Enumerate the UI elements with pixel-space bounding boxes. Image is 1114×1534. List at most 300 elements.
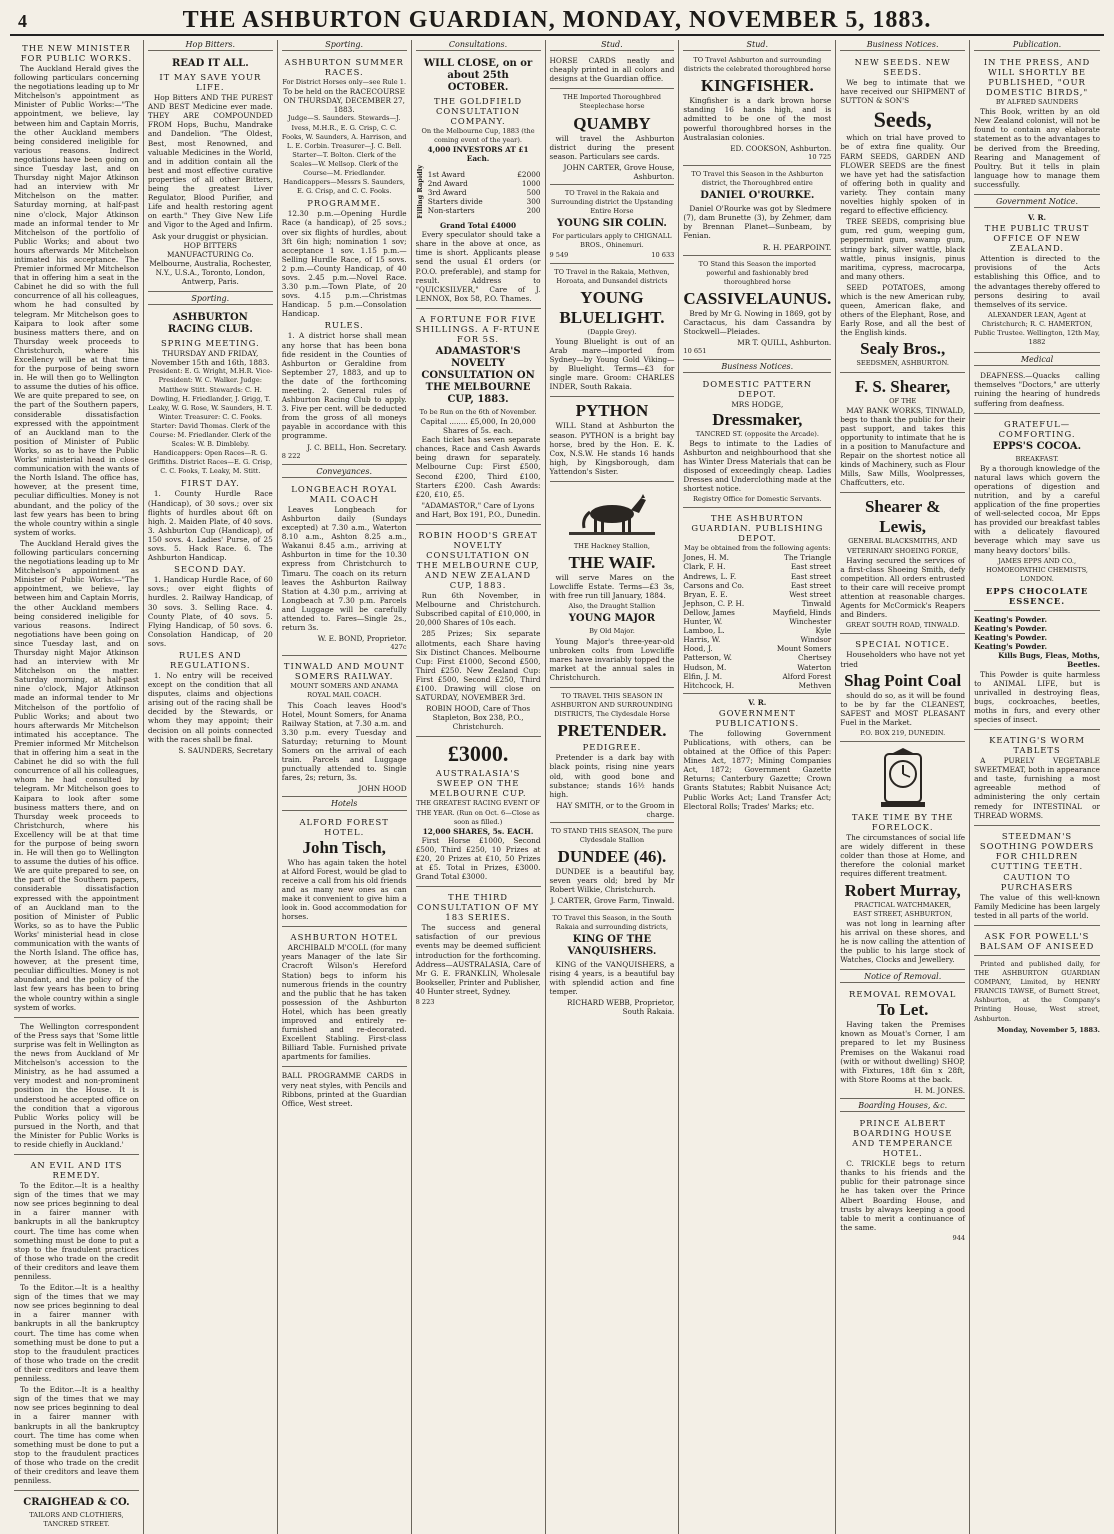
ad-sign: W. E. BOND, Proprietor. [317,634,407,644]
ad-body: BALL PROGRAMME CARDS in very neat styles, with Pencils and Ribbons, printed at the Guardian Office, West street. [281,1071,407,1108]
ad-heading: To Let. [877,1000,929,1020]
ad-title: NEW SEEDS. NEW SEEDS. [854,57,951,78]
ad-body: HORSE CARDS neatly and cheaply printed in all colors and designs at the Guardian office. [549,56,675,84]
ad-intro: TO Stand this Season the imported powerful and fashionably bred thoroughbred horse [698,259,817,286]
third-consultation-ad [416,889,541,1010]
agent-place: Mount Somers [776,644,832,654]
ad-subtitle: Kills Bugs, Fleas, Moths, Beetles. [998,651,1100,670]
club-officers: President: E. G. Wright, M.H.R. Vice-President: W. C. Walker. Judge: Matthew Stitt. Stewards: C. H. Dowling, H. Friedlander, J. Grigg, T. Leaky, W. G. Rose, W. Saunders, H. T. Winter. Treasurer: C. C. Fooks. Starter: David Thomas. Clerk of the Course: M. Friedlander. Clerk of the Scales: W. B. Dimbleby. Handicappers: Open Races—R. G. Griffiths. District Races—E. G. Crisp, C. C. Fooks, T. Leaky, M. Stitt. [148,367,273,476]
firm-name: Sealy Bros., [860,339,946,359]
article-body: The Auckland Herald gives the following particulars concerning the negotiations leading up to Mr Mitchelson's appointment as Minister of Public Works:—"The appointment, we believe, lay between him and Captain Morris, the other Auckland members being considered ineligible for various reasons. Indirect negotiations have been going on since Tuesday last, and on Thursday night Major Atkinson had an interview with Mr Mitchelson on the matter. Saturday morning, at half-past nine o'clock, Major Atkinson made an informal tender to Mr Mitchelson of the portfolio of Public Works; and about two hours afterwards Mr Mitchelson intimated his acceptance. The Premier informed Mr Mitchelson that in offering him a seat in the Cabinet he did so with the full concurrence of all his colleagues, whom he had consulted by telegram. Mr Mitchelson goes to Kaipara to look after some business matters there, and on Thursday week proceeds to Christchurch, where his Excellency will be at that time for the purpose of being sworn in. He will then go to Wellington to assume the duties of his office. We are quite prepared to see, on the part of the Southern papers, considerable dissatisfaction expressed with the appointment of an Auckland man to the position of Minister of Public Works, so as to have the Public Works' ministerial head in close communication with the wants of the North Island. The office has, however, at the present time, peculiar difficulties. Money is not abundant, and the policy of the last few years has been to bring the whole country within a single system of works. [14,538,139,1012]
agent-place: East street [790,562,832,572]
agent-place: Chertsey [798,653,832,663]
agent-place: Tinwald [801,598,832,608]
column-heading: Consultations. [416,40,541,51]
ad-title: AUSTRALASIA'S SWEEP ON THE MELBOURNE CUP. [429,768,527,799]
ad-title: ASHBURTON HOTEL [290,932,398,943]
alford-hotel-ad [282,814,407,928]
ad-sign: R. H. PEARPOINT. [762,242,832,252]
ad-body: SEED POTATOES, among which is the new American ruby, queen, American flake, and others of the Elephant, Rose, and Early Rose, and all the best of the English kinds. [840,282,966,338]
firm-name: F. S. Shearer, [855,376,951,396]
ad-body: The following Government Publications, with others, can be obtained at the Office of this Paper: Mines Act, 1877; Mining Companies Act, 1872; Government Gazette Returns; Canterbury Gazette; Crown Grants Statutes; Rabbit Nuisance Act; Public Works Act; Land Transfer Act; Electoral Rolls; Trades' Marks; etc. [683,728,832,811]
ad-body: Young Bluelight is out of an Arab mare—imported from Sydney—by Young Gold Viking—by Bluelight. Terms—£3 for single mare. Groom: CHARLES INDER, South Rakaia. [549,336,675,392]
ad-body: Bred by Mr G. Nowing in 1869, got by Caractacus, his dam Cassandra by Stockwell—Pleiades. [683,308,832,337]
ad-subtitle: PEDIGREE. [582,742,642,753]
daniel-orourke-ad [683,168,831,256]
ad-title: GOVERNMENT PUBLICATIONS. [715,707,800,728]
ad-sign: JOHN HOOD [358,784,407,794]
ad-body: The success and general satisfaction of our previous events may be deemed sufficient introduction for the forthcoming. Address—AUSTRALASIA, Care of Mr G. E. FRANKLIN, Wholesale Bookseller, Printer and Publisher, 40 Hunter street, Sydney. [415,923,541,996]
agent-name: Lamboo, L. [683,626,725,636]
column-heading: Stud. [683,40,831,51]
ad-body: Each ticket has seven separate chances, Race and Cash Awards being drawn for separately. Melbourne Cup: First £500, Second £200, Third £100, Starters £200. Cash Awards: £20, £10, £5. [415,435,541,499]
agent-place: Kyle [815,626,832,636]
ad-sign: MR T. QUILL, Ashburton. [737,338,832,348]
prize-amount: 200 [526,205,541,215]
section-heading: Medical [974,355,1100,366]
ad-body: 285 Prizes; Six separate allotments, each Share having Six Distinct Chances. Melbourne Cup: First £1000, Second £500, Third £250. New Zealand Cup: First £500, Second £250, Third £100. Drawing will close on SATURDAY, NOVEMBER 3rd. [415,629,541,703]
section-heading: Notice of Removal. [840,972,965,983]
imprint-date: Monday, November 5, 1883. [996,1025,1100,1034]
programme-body: 12.30 p.m.—Opening Hurdle Race (a handicap), of 25 sovs.; over six flights of hurdles, about 3ft 6in high; nomination 1 sov; acceptance 1 sov. 1.15 p.m.—Selling Hurdle Race, of 15 sovs. 2 p.m.—County Handicap, of 40 sovs. 2.45 p.m.—Novel Race. 3.30 p.m.—Town Plate, of 20 sovs. 4.15 p.m.—Christmas Handicap. 5 p.m.—Consolation Handicap. [281,209,407,319]
pretender-ad [550,690,675,823]
prize-list [428,170,541,215]
ad-title: STEEDMAN'S SOOTHING POWDERS FOR CHILDREN CUTTING TEETH. [979,830,1095,871]
ad-title: THE PUBLIC TRUST OFFICE OF NEW ZEALAND. [984,223,1090,254]
section-heading: Conveyances. [282,467,407,478]
article-evil-remedy [14,1157,139,1491]
ad-body: which on trial have proved to be of extra fine quality. Our FARM SEEDS, GARDEN AND FLOWER SEEDS are the finest we have yet had the satisfaction of offering both in quality and variety. They contain many novelties highly spoken of in regard to effective efficiency. [840,133,966,216]
agent-row [683,644,831,653]
column-heading: Hop Bitters. [148,40,273,51]
ad-body: will serve Mares on the Lowcliffe Estate. Terms—£3 3s, with free run till January, 1884. [549,573,675,601]
prize-place: 2nd Award [427,178,468,188]
ad-title: THE THIRD CONSULTATION OF MY 183 SERIES. [416,892,540,923]
ad-title: LONGBEACH ROYAL MAIL COACH [291,483,398,504]
agent-place: Waterton [797,662,832,672]
ad-body: Householders who have not yet tried [840,650,966,669]
domestic-pattern-ad [683,376,831,508]
article-title: AN EVIL AND ITS REMEDY. [30,1160,123,1181]
agent-name: Jephson, C. P. H. [683,598,745,608]
ad-title: ASK FOR POWELL'S BALSAM OF ANISEED [979,931,1095,951]
prize-row [428,188,541,197]
ad-title: THE ASHBURTON GUARDIAN. PUBLISHING DEPOT. [691,513,824,544]
keating-line: Keating's Powder. [974,642,1047,652]
summer-races-ad [282,54,407,465]
horse-name: KINGFISHER. [700,76,814,96]
ad-subtitle: BY ALFRED SAUNDERS [995,98,1079,107]
ad-title: SPECIAL NOTICE. [855,639,951,650]
agent-row [683,672,831,681]
ad-intro: TO TRAVEL THIS SEASON IN ASHBURTON AND SURROUNDING DISTRICTS, The Clydesdale Horse [551,692,673,719]
ad-body: C. TRICKLE begs to return thanks to his friends and the public for their patronage since he has taken over the Prince Albert Boarding House, and trusts by always keeping a good table to merit a continuance of the same. [840,1159,966,1232]
ad-body: will travel the Ashburton district during the present season. Particulars see cards. [549,133,675,161]
ad-body: This Coach leaves Hood's Hotel, Mount Somers, for Anama Railway Station, at 7.30 a.m. and 3.30 p.m. every Tuesday and Saturday; returning to Mount Somers on the arrival of each train. Parcels and Luggage punctually attended to. Single fares, 2s; return, 3s. [281,700,407,783]
firm-subtitle: OF THE [889,396,917,405]
prize-row [428,170,541,179]
section-heading: Business Notices. [683,362,831,373]
ad-title: WILL CLOSE, on or about 25th OCTOBER. [423,58,533,94]
firm-subtitle: PRACTICAL WATCHMAKER, [854,900,952,909]
product-name: Shag Point Coal [844,670,962,690]
article-body: To the Editor.—It is a healthy sign of the times that we may now see prices beginning to deal in a fairer manner with bankrupts in all the bankruptcy court. The time has come when something must be done to put a stop to the fraudulent practices of those who trade on the credit of their creditors and leave them penniless. [14,1283,139,1384]
ad-body: Daniel O'Rourke was got by Sledmere (7), dam Brunette (3), by Zehmer, dam by Brennan Planet—Sunbeam, by Fenian. [683,204,832,241]
ad-sign: RICHARD WEBB, Proprietor, South Rakaia. [566,998,675,1017]
agent-row [683,562,831,571]
ad-body: Attention is directed to the provisions of the Acts establishing this Office, and to the advantages thereby offered to persons desiring to avail themselves of its service. [974,254,1100,309]
column-7 [836,40,970,1534]
ad-sign: HAY SMITH, or to the Groom in charge. [556,800,675,819]
hop-bitters-ad [148,54,273,292]
second-day-heading: SECOND DAY. [174,564,247,575]
prize-total: Grand Total £4000 [440,221,517,231]
ad-address: P.O. BOX 219, DUNEDIN. [860,728,946,737]
article-body: To the Editor.—It is a healthy sign of the times that we may now see prices beginning to deal in a fairer manner with bankrupts in all the bankruptcy court. The time has come when something must be done to put a stop to the fraudulent practices of those who trade on the credit of their creditors and leave them penniless. [14,1181,139,1281]
agent-name: Dellow, James [683,607,735,617]
prize-place: 3rd Award [427,187,467,197]
imprint [974,958,1100,1038]
agent-name: Hudson, M. [683,662,727,672]
ad-subtitle: THE GREATEST RACING EVENT OF THE YEAR. (Run on Oct. 6—Close as soon as filled.) [416,799,540,826]
proprietor-name: John Tisch, [302,837,386,857]
agents-list [683,553,831,689]
ad-line: Also, the Draught Stallion [568,602,656,611]
ad-subtitle: For District Horses only—see Rule 1. [282,78,407,87]
article-wellington [14,1020,139,1155]
ad-subtitle: BREAKFAST. [1015,454,1059,463]
ad-title: READ IT ALL. [171,58,249,70]
sweep-ad [416,739,541,887]
ad-body: Hop Bitters AND THE PUREST AND BEST Medicine ever made. THEY ARE COMPOUNDED FROM Hops, Buchu, Mandrake and Dandelion. "The Oldest, Best, most Renowned, and valuable Medicines in the World, and in addition contain all the best and most effective curative properties of all other Bitters, being the greatest Liver Regulator, Blood Purifier, and Life and health restoring agent on earth." They Give New Life and Vigor to the Aged and Infirm. [147,93,273,230]
ad-name: CRAIGHEAD & CO. [23,1497,130,1509]
ad-intro: TO STAND THIS SEASON, The pure Clydesdale Stallion [551,826,673,845]
keating-line: Keating's Powder. [974,614,1047,624]
public-trust-ad [974,211,1100,353]
ad-sign: ROBIN HOOD, Care of Thos Stapleton, Box 238, P.O., Christchurch. [425,704,531,732]
agent-name: Hunter, W. [683,617,723,627]
ad-body: KING of the VANQUISHERS, a rising 4 years, is a beautiful bay with splendid action and fine temper. [549,959,675,996]
ad-sign: J. CARTER, Grove Farm, Tinwald. [550,896,675,906]
ad-body: This Powder is quite harmless to ANIMAL LIFE, but is unrivalled in destroying fleas, bugs, cockroaches, beetles, moths in furs, and every other species of insect. [974,669,1100,724]
sutton-seeds-ad [840,54,965,372]
ad-title: ADAMASTOR'S NOVELTY CONSULTATION ON THE MELBOURNE CUP, 1883. [421,345,535,405]
ad-sign: JAMES EPPS AND CO., HOMOEOPATHIC CHEMISTS, LONDON. [986,556,1088,583]
robert-murray-ad [840,744,965,970]
powell-balsam-ad [974,928,1100,956]
agent-row [683,681,831,690]
ad-title: PRINCE ALBERT BOARDING HOUSE AND TEMPERANCE HOTEL. [852,1118,954,1159]
programme-heading: PROGRAMME. [307,198,382,209]
ad-body: Leaves Longbeach for Ashburton daily (Sundays excepted) at 7.30 a.m., Waterton 8.10 a.m., Ashton 8.25 a.m., Wakanui 8.45 a.m., arriving at Ashburton in time for the 10.30 express from Christchurch to Timaru. The coach on its return leaves the Ashburton Railway Station at 4.30 p.m., arriving at Longbeach at 7.30 p.m. Parcels and Luggage will be carefully attended to. Fares—Single 2s., return 3s. [281,504,407,633]
ad-body: DEAFNESS.—Quacks calling themselves "Doctors," are utterly ruining the hearing of hundreds suffering from deafness. [974,371,1100,408]
ad-intro: THE Imported Thoroughbred Steeplechase horse [562,93,661,111]
ad-ref: 8 223 [415,998,435,1007]
product-name: EPPS'S COCOA. [992,440,1082,452]
club-name: ASHBURTON RACING CLUB. [167,312,253,336]
agent-name: Harris, W. [683,635,721,645]
ad-intro: THE Hackney Stallion, [573,542,650,550]
horse-name: PRETENDER. [557,721,667,741]
ad-intro: To be held on the RACECOURSE ON THURSDAY, DECEMBER 27, 1883. [283,87,405,115]
second-day-events: 1. Handicap Hurdle Race, of 60 sovs.; over eight flights of hurdles. 2. Railway Handicap, of 30 sovs. 3. Selling Race. 4. County Plate, of 40 sovs. 5. Flying Handicap, of 50 sovs. 6. Consolation Handicap, of 20 sovs. [147,575,273,648]
agent-row [683,626,831,635]
bluelight-ad [550,266,675,398]
ad-capital: Capital ........ £5,000, In 20,000 Shares of 5s. each. [420,417,536,436]
ad-body: Pretender is a dark bay with black points, rising nine years old, with good bone and substance; stands 16½ hands high. [549,753,675,799]
shearer-ad [840,375,965,494]
ad-sign: For particulars apply to CHIGNALL BROS., Ohinemuri. [552,232,672,250]
ad-body: A PURELY VEGETABLE SWEETMEAT, both in appearance and taste, furnishing a most agreeable method of administering the only certain remedy for INTESTINAL or THREAD WORMS. [974,756,1100,820]
ad-body: The circumstances of social life are widely different in these colder than those at Home, and therefore the colonial market requires different treatment. [840,833,966,879]
ad-intro: TO Travel in the Rakaia and Surrounding district the Upstanding Entire Horse [550,189,674,216]
article-new-minister [14,40,139,1018]
agent-place: West street [789,589,832,599]
ad-body: WILL Stand at Ashburton the season. PYTHON is a bright bay horse, bred by the Hon. E. K. Cox, N.S.W. He stands 16 hands high, by Kingsborough, dam Yattendon's Sister. [549,421,675,476]
firm-subtitle: GENERAL BLACKSMITHS, AND VETERINARY SHOEING FORGE, [846,537,959,555]
ad-body: Having taken the Premises known as Mouat's Corner, I am prepared to let my Business Premises on the Wakanui road (with or without dwelling) SHOP, with Fixtures, 18ft 6in x 28ft, with Store Rooms at the back. [840,1020,966,1084]
ad-ref: 10 725 [808,152,832,161]
firm-name: Shearer & Lewis, [864,497,941,537]
prize-row [428,179,541,188]
seeds-heading: Seeds, [873,107,932,133]
ad-title: EPPS CHOCOLATE ESSENCE. [985,585,1089,606]
ad-body: We beg to intimate that we have received our SHIPMENT of SUTTON & SON'S [840,78,966,106]
agent-name: Carsons and Co. [683,580,744,590]
ad-name: MRS HODGE, [731,400,784,410]
agent-row [683,590,831,599]
prize-amount: 500 [526,187,541,197]
agent-name: Elfin, J. M. [683,671,723,681]
python-ad [550,399,675,482]
ad-body: ARCHIBALD M'COLL (for many years Manager of the late Sir Cracroft Wilson's Hereford Station) begs to inform his numerous friends in the country and the public that he has taken possession of the Ashburton Hotel, which has been greatly improved and entirely re-furnished and re-decorated. Excellent Stabling. First-class Billiard Table. Furnished private apartments for families. [281,943,407,1062]
firm-subtitle: SEEDSMEN, ASHBURTON. [856,359,949,368]
rules-body: 1. No entry will be received except on the condition that all disputes, claims and objections arising out of the racing shall be decided by the Stewards, or whom they may appoint; their decision on all points connected with the races shall be final. [147,670,273,744]
agent-name: Andrews, L. F. [683,571,737,581]
secretary-sign: S. SAUNDERS, Secretary [178,745,273,755]
ad-subtitle: To be Run on the 6th of November. [419,407,537,416]
ad-title: REMOVAL REMOVAL [849,989,957,1000]
article-body: The Wellington correspondent of the Press says that 'Some little surprise was felt in Wellington as the news from Auckland of Mr Mitchelson's accession to the Ministry, as he had assumed a very modest and non-prominent position in the House. It is understood he accepted office on the condition that a vigorous Public Works policy will be pursued in the North, and that the Minister for Public Works is to reside chiefly in Auckland.' [14,1021,139,1149]
ashburton-hotel-ad [282,929,407,1067]
agent-place: The Triangle [783,553,832,563]
horse-name: DUNDEE (46). [557,847,667,867]
column-6 [679,40,836,1534]
horse-name: YOUNG BLUELIGHT. [559,287,665,327]
horse-name: DANIEL O'ROURKE. [700,190,815,202]
racing-club-ad [148,308,273,758]
column-1 [10,40,144,1534]
ad-subtitle: CAUTION TO PURCHASERS [1000,871,1074,892]
agent-place: East street [790,571,832,581]
ad-title: ROBIN HOOD'S GREAT NOVELTY CONSULTATION ON THE MELBOURNE CUP, AND NEW ZEALAND CUP, 1883. [416,530,540,591]
column-heading: Stud. [550,40,675,51]
agent-name: Jones, H. M. [683,553,729,563]
newspaper-title: THE ASHBURTON GUARDIAN, MONDAY, NOVEMBER 5, 1883. [182,7,932,33]
column-4 [412,40,546,1534]
horse-illustration-icon [567,488,657,540]
imprint-text: Printed and published daily, for THE ASHBURTON GUARDIAN COMPANY, Limited, by HENRY FRANCIS TAWSE, of Burnett Street, Ashburton, at the Company's Printing House, West street, Ashburton. [974,960,1100,1023]
article-body: To the Editor.—It is a healthy sign of the times that we may now see prices beginning to deal in a fairer manner with bankrupts in all the bankruptcy court. The time has come when something must be done to put a stop to the fraudulent practices of those who trade on the credit of their creditors and leave them penniless. [14,1385,139,1486]
royal-cipher: V. R. [1028,213,1047,223]
ball-programme-ad [282,1069,407,1112]
ad-subtitle: (Dapple Grey). [587,327,637,336]
horse-cards-ad [550,54,675,89]
adamastor-ad [416,311,541,525]
meeting-name: SPRING MEETING. [160,338,260,349]
ad-intro: TO Travel this Season in the Ashburton district, the Thoroughbred entire [691,169,824,188]
ad-ref: 427c [390,643,407,652]
ad-address: TANCRED ST. (opposite the Arcade). [695,429,819,438]
ad-line: TAILORS AND CLOTHIERS, [29,1511,124,1520]
deafness-ad [974,369,1100,413]
clock-illustration-icon [873,748,933,810]
ad-title: ALFORD FOREST HOTEL. [299,816,389,837]
ad-subtitle: MOUNT SOMERS AND ANAMA ROYAL MAIL COACH. [290,682,399,700]
steedman-ad [974,828,1100,926]
sir-colin-ad [550,187,675,264]
ad-title: KEATING'S WORM TABLETS [989,735,1086,756]
ad-title: TAKE TIME BY THE FORELOCK. [851,812,954,833]
agent-place: East street [790,580,832,590]
ad-intro: TO Travel in the Rakaia, Methven, Horoata, and Dunsandel districts [554,267,670,285]
rules-body: 1. A district horse shall mean any horse that has been bona fide resident in the Counties of Ashburton or Geraldine from September 27, 1883, and up to the date of the forthcoming meeting. 2. General rules of Ashburton Racing Club to apply. 3. Five per cent. will be deducted from the gross of all moneys payable in accordance with this programme. [281,331,407,441]
rules-heading: RULES AND REGULATIONS. [170,649,251,670]
agent-row [683,572,831,581]
ad-body: Kingfisher is a dark brown horse standing 16 hands high, and is admitted to be one of the most powerful thoroughbred horses in the Australasian colonies. [683,96,832,142]
agent-place: Mayfield, Hinds [772,607,832,617]
worm-tablets-ad [974,732,1100,826]
keating-line: Keating's Powder. [974,624,1047,634]
ad-ref: 10 651 [683,347,707,356]
agent-place: Winchester [789,617,832,627]
ad-ref: 8 222 [281,451,301,460]
prize-label: Filling Rapidly [415,165,424,220]
ad-body: was not long in learning after his arrival on these shores, and he is now calling the attention of the public to his large stock of Watches, Clocks and Jewellery. [840,918,966,965]
secretary-sign: J. C. BELL, Hon. Secretary. [307,442,407,452]
epps-cocoa-ad [974,416,1100,611]
quamby-ad [550,91,675,185]
guardian-agents-ad [683,510,831,694]
horse-name: KING OF THE VANQUISHERS. [567,933,657,957]
agent-place: Methven [798,680,832,690]
column-heading: Sporting. [282,40,407,51]
prize-amount: 1000 [521,178,541,188]
agent-row [683,599,831,608]
prize-place: 1st Award [427,169,466,179]
ad-intro: TO Travel this Season, in the South Rakaia and surrounding districts, [552,913,672,931]
ad-sign: ALEXANDER LEAN, Agent at Christchurch; R. C. HAMERTON, Public Trustee. Wellington, 12th May, 1882 [974,310,1100,347]
ad-title: A FORTUNE FOR FIVE SHILLINGS. A F-RTUNE FOR 5S. [415,313,541,344]
domestic-birds-ad [974,54,1100,195]
ad-sign: ED. COOKSON, Ashburton. [730,143,832,153]
ad-subtitle: IT MAY SAVE YOUR LIFE. [159,72,262,93]
robin-hood-ad [416,527,541,737]
ad-title: IN THE PRESS, AND WILL SHORTLY BE PUBLISHED, "OUR DOMESTIC BIRDS," [983,57,1091,98]
shearer-lewis-ad [840,495,965,634]
prize-amount: £2000 [517,169,541,179]
column-8 [970,40,1104,1534]
sweep-amount: £3000. [447,741,509,767]
shag-point-coal-ad [840,636,965,742]
prince-albert-ad [840,1115,965,1246]
agent-name: Clark, F. H. [683,562,726,572]
section-heading: Hotels [282,799,407,810]
keating-line: Keating's Powder. [974,633,1047,643]
king-vanquishers-ad [550,912,675,1020]
agent-row [683,653,831,662]
ad-title: TINWALD AND MOUNT SOMERS RAILWAY. [283,661,405,682]
agent-row [683,663,831,672]
column-heading: Business Notices. [840,40,965,51]
ad-body: should do so, as it will be found to be by far the CLEANEST, SAFEST and MOST PLEASANT Fuel in the Market. [840,690,966,727]
ad-footer: Ask your druggist or physician. HOP BITTERS MANUFACTURING Co. Melbourne, Australia, Rochester, N.Y., U.S.A., Toronto, London, Antwerp, Paris. [149,231,272,286]
prize-amount: 300 [526,196,541,206]
agent-place: Alford Forest [782,671,832,681]
ad-subtitle: By Old Major. [589,627,635,636]
ad-intro: TO Travel Ashburton and surrounding districts the celebrated thoroughbred horse [683,56,831,74]
ad-body: By a thorough knowledge of the natural laws which govern the operations of digestion and nutrition, and by a careful application of the fine properties of well-selected cocoa, Mr Epps has provided our breakfast tables with a delicately flavoured beverage which may save us many heavy doctors' bills. [974,463,1100,555]
agent-row [683,553,831,562]
agent-row [683,581,831,590]
horse-name: THE WAIF. [568,553,656,573]
ad-line: Registry Office for Domestic Servants. [692,495,822,504]
section-heading: Boarding Houses, &c. [840,1101,965,1112]
ad-title: GRATEFUL—COMFORTING. [998,418,1076,439]
prize-place: Non-starters [427,205,475,215]
article-title: THE NEW MINISTER FOR PUBLIC WORKS. [20,43,133,63]
ad-body: Who has again taken the hotel at Alford Forest, would be glad to receive a call from his old friends and as many new ones as can make it convenient to give him a look in. Good accommodation for horses. [281,857,407,922]
longbeach-coach-ad [282,481,407,657]
column-3 [278,40,412,1534]
ad-body: Every speculator should take a share in the above at once, as time is short. Applicants please send the usual £1 orders (or P.O.O. preferable), and stamp for result. Address to "QUICKSILVER," Care of J. LENNOX, Box 58, P.O. Thames. [415,230,541,303]
ad-title: ASHBURTON SUMMER RACES. [284,57,404,78]
ad-address: EAST STREET, ASHBURTON, [853,909,953,918]
horse-name: YOUNG SIR COLIN. [557,218,667,230]
firm-name: Robert Murray, [844,880,961,900]
ad-body: Begs to intimate to the Ladies of Ashburton and neighbourhood that she has Winter Dress Materials that can be disposed of exceedingly cheap. Ladies Dresses and Underclothing made at the shortest notice. [683,438,832,494]
ad-body: First Horse £1000, Second £500, Third £250, 10 Prizes at £20, 20 Prizes at £10, 50 Prizes at £5. Total in Prizes, £3000. Grand Total £3000. [415,835,541,882]
prize-place: Starters divide [427,196,483,206]
ad-body: Young Major's three-year-old unbroken colts from Lowcliffe mares have invariably topped the market at the annual sales in Christchurch. [549,636,675,682]
ad-subtitle: THE GOLDFIELD CONSULTATION COMPANY. [434,96,523,127]
ad-body: The value of this well-known Family Medicine has been largely tested in all parts of the world. [974,892,1100,920]
kingfisher-ad [683,54,831,166]
tinwald-railway-ad [282,658,407,797]
ad-address: GREAT SOUTH ROAD, TINWALD. [845,621,960,630]
column-5 [546,40,680,1534]
waif-ad [550,484,675,688]
ad-ref: 10 633 [651,250,675,259]
first-day-events: 1. County Hurdle Race (Handicap), of 30 sovs.; over six flights of hurdles about 6ft on high. 2. Maiden Plate, of 40 sovs. 3. Ashburton Cup (Handicap), of 150 sovs. 4. Ladies' Purse, of 25 sovs. 5. Hack Race. 6. The Ashburton Handicap. [147,489,273,563]
ad-body: Having secured the services of a first-class Shoeing Smith, defy competition. All orders entrusted to their care will receive prompt attention at reasonable charges. Agents for McCormick's Reapers and Binders. [840,555,966,620]
ad-ref: 944 [952,1233,966,1242]
dundee-ad [550,825,675,910]
prize-row [428,206,541,215]
article-body: The Auckland Herald gives the following particulars concerning the negotiations leading up to Mr Mitchelson's appointment as Minister of Public Works:—"The appointment, we believe, lay between him and Captain Morris, the other Auckland members being considered ineligible for various reasons. Indirect negotiations have been going on since Tuesday last, and on Thursday night Major Atkinson had an interview with Mr Mitchelson on the matter. Saturday morning, at half-past nine o'clock, Major Atkinson made an informal tender to Mr Mitchelson of the portfolio of Public Works; and about two hours afterwards Mr Mitchelson intimated his acceptance. The Premier informed Mr Mitchelson that in offering him a seat in the Cabinet he did so with the full concurrence of all his colleagues, whom he had consulted by telegram. Mr Mitchelson goes to Kaipara to look after some business matters there, and on Thursday week proceeds to Christchurch, where his Excellency will be at that time for the purpose of being sworn in. He will then go to Wellington to assume the duties of his office. We are quite prepared to see, on the part of the Southern papers, considerable dissatisfaction expressed with the appointment of an Auckland man to the position of Minister of Public Works, so as to have the Public Works' ministerial head in close communication with the wants of the North Island. The office has, however, at the present time, peculiar difficulties. Money is not abundant, and the policy of the last few years has been to bring the whole country within a single system of works. [14,64,139,537]
agent-name: Hood, J. [683,644,713,654]
agent-place: Windsor [800,635,832,645]
page-number: 4 [18,11,28,31]
ad-subtitle: Run 6th November, in Melbourne and Christchurch. Subscribed capital of £10,000, in 20,000 Shares of 10s each. [415,591,541,628]
agent-name: Hitchcock, H. [683,680,735,690]
keating-powder-ad [974,613,1100,730]
craighead-ad [14,1493,139,1532]
prize-row [428,197,541,206]
section-heading: Sporting. [148,294,273,305]
agent-name: Patterson, W. [683,653,732,663]
cassivelaunus-ad [683,258,831,361]
